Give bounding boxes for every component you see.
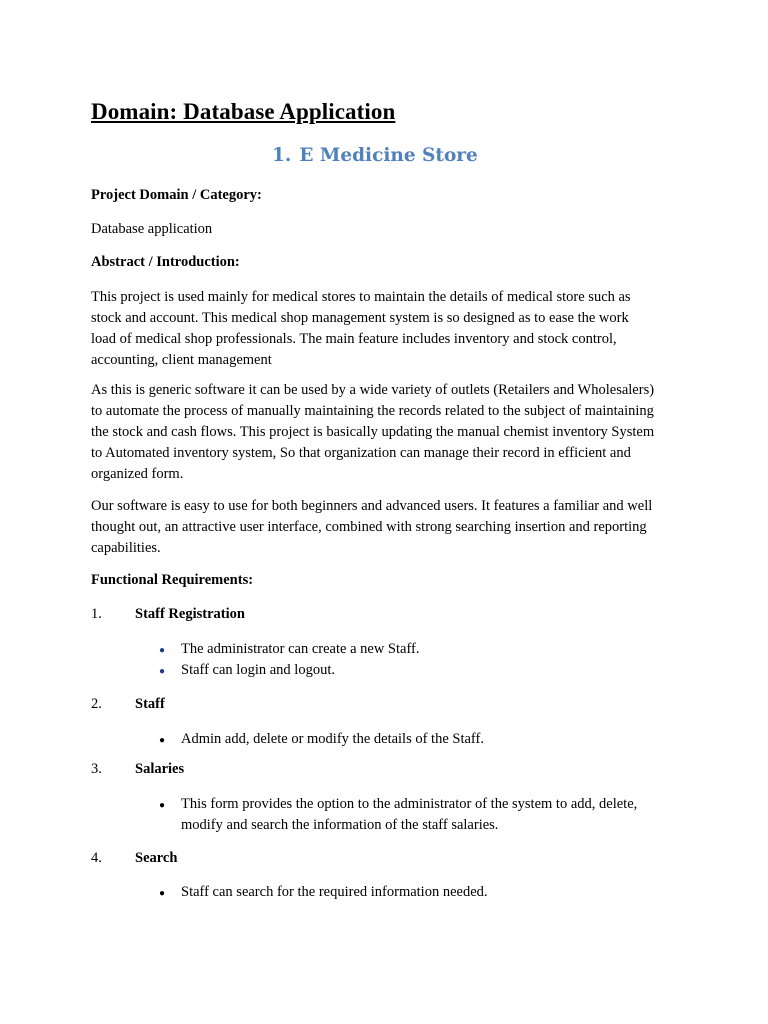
bullet-icon: ● xyxy=(159,888,166,899)
paragraph-line: organized form. xyxy=(91,466,184,482)
bullet-line: The administrator can create a new Staff. xyxy=(181,641,420,657)
project-domain-value: Database application xyxy=(91,221,213,237)
abstract-paragraph-2 xyxy=(91,380,691,485)
requirement-title: Staff Registration xyxy=(135,606,245,622)
page-heading: Domain: Database Application xyxy=(91,99,396,124)
requirement-title: Staff xyxy=(135,696,165,712)
requirement-bullet xyxy=(181,729,484,750)
requirement-bullet xyxy=(181,660,335,681)
functional-requirements-label: Functional Requirements: xyxy=(91,572,254,588)
paragraph-line: stock and account. This medical shop management system is so designed as to ease the work xyxy=(91,310,629,326)
requirement-number: 3. xyxy=(91,761,102,777)
requirement-number: 4. xyxy=(91,850,102,866)
paragraph-line: the stock and cash flows. This project is basically updating the manual chemist inventory System xyxy=(91,424,655,440)
bullet-line: Staff can login and logout. xyxy=(181,662,335,678)
paragraph-line: This project is used mainly for medical stores to maintain the details of medical store such as xyxy=(91,289,631,305)
bullet-line: This form provides the option to the administrator of the system to add, delete, xyxy=(181,796,638,812)
paragraph-line: Our software is easy to use for both beginners and advanced users. It features a familiar and well xyxy=(91,498,653,514)
abstract-paragraph-1 xyxy=(91,287,691,371)
paragraph-line: As this is generic software it can be used by a wide variety of outlets (Retailers and Wholesalers) xyxy=(91,382,655,398)
requirement-number: 2. xyxy=(91,696,102,712)
bullet-line: Admin add, delete or modify the details of the Staff. xyxy=(181,731,484,747)
requirement-bullet xyxy=(181,639,419,660)
paragraph-line: to Automated inventory system, So that organization can manage their record in efficient and xyxy=(91,445,631,461)
title-text: E Medicine Store xyxy=(299,145,478,166)
requirement-bullet xyxy=(181,794,637,836)
abstract-paragraph-3 xyxy=(91,496,691,559)
bullet-icon: ● xyxy=(159,645,166,656)
requirement-number: 1. xyxy=(91,606,102,622)
title-number: 1. xyxy=(272,145,292,166)
paragraph-line: accounting, client management xyxy=(91,352,272,368)
bullet-icon: ● xyxy=(159,666,166,677)
requirement-bullet xyxy=(181,882,488,903)
bullet-line: modify and search the information of the staff salaries. xyxy=(181,817,499,833)
paragraph-line: to automate the process of manually maintaining the records related to the subject of maintaining xyxy=(91,403,654,419)
bullet-icon: ● xyxy=(159,800,166,811)
paragraph-line: load of medical shop professionals. The main feature includes inventory and stock control, xyxy=(91,331,617,347)
requirement-title: Salaries xyxy=(135,761,185,777)
project-domain-label: Project Domain / Category: xyxy=(91,187,262,203)
document-title xyxy=(272,145,478,166)
requirement-title: Search xyxy=(135,850,178,866)
bullet-icon: ● xyxy=(159,735,166,746)
abstract-label: Abstract / Introduction: xyxy=(91,254,240,270)
bullet-line: Staff can search for the required information needed. xyxy=(181,884,488,900)
paragraph-line: thought out, an attractive user interface, combined with strong searching insertion and reporting xyxy=(91,519,647,535)
paragraph-line: capabilities. xyxy=(91,540,161,556)
